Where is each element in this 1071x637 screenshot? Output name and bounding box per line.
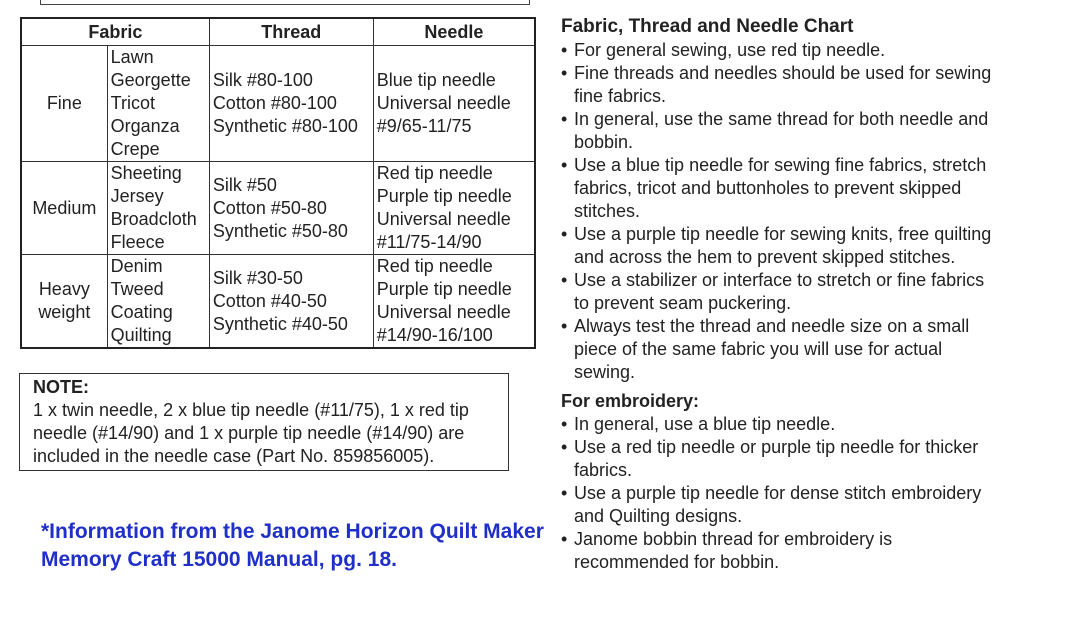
guide-line: fabrics. [574, 460, 633, 480]
cell-line: #11/75-14/90 [376, 232, 482, 252]
fabrics-cell [107, 255, 209, 349]
cell-line: #9/65-11/75 [376, 116, 472, 136]
guide-line: Janome bobbin thread for embroidery is [574, 529, 893, 549]
guide-item [561, 154, 1061, 223]
cell-line: #14/90-16/100 [376, 325, 493, 345]
guide-line: fabrics, tricot and buttonholes to prevent skipped [574, 178, 962, 198]
guide-line: Use a purple tip needle for sewing knits, free quilting [574, 224, 992, 244]
cell-line: Silk #80-100 [212, 70, 313, 90]
header-needle: Needle [373, 18, 535, 46]
table-row [21, 255, 535, 349]
guide-item [561, 108, 1061, 154]
guide-list [561, 39, 1061, 384]
cell-line: Universal needle [376, 302, 511, 322]
guide-item [561, 39, 1061, 62]
fabrics-cell [107, 46, 209, 162]
cell-line: Sheeting [110, 163, 182, 183]
threads-cell [209, 46, 373, 162]
cell-line: Crepe [110, 139, 160, 159]
cell-line: Organza [110, 116, 180, 136]
guide-line: Use a stabilizer or interface to stretch or fine fabrics [574, 270, 985, 290]
cell-line: Universal needle [376, 93, 511, 113]
guide-line: In general, use the same thread for both needle and [574, 109, 989, 129]
threads-cell [209, 255, 373, 349]
note-line: included in the needle case (Part No. 859856005). [33, 446, 435, 466]
cell-line: Tricot [110, 93, 155, 113]
cell-line: Coating [110, 302, 173, 322]
guide-line: piece of the same fabric you will use for actual [574, 339, 943, 359]
guide-line: In general, use a blue tip needle. [574, 414, 836, 434]
bullet: • [561, 155, 568, 175]
cell-line: Purple tip needle [376, 279, 512, 299]
cell-line: Red tip needle [376, 256, 493, 276]
guide-line: recommended for bobbin. [574, 552, 780, 572]
guide-line: Use a purple tip needle for dense stitch embroidery [574, 483, 982, 503]
guide-line: fine fabrics. [574, 86, 667, 106]
cell-line: Synthetic #50-80 [212, 220, 348, 241]
bullet: • [561, 40, 568, 60]
guide-line: Use a blue tip needle for sewing fine fabrics, stretch [574, 155, 987, 175]
needles-cell [373, 46, 535, 162]
header-thread: Thread [209, 18, 373, 46]
note-line: needle (#14/90) and 1 x purple tip needle (#14/90) are [33, 423, 465, 443]
guide-item [561, 413, 1061, 436]
source-line: Memory Craft 15000 Manual, pg. 18. [41, 548, 397, 571]
fabrics-cell [107, 162, 209, 255]
weight-cell [21, 255, 107, 349]
guide-item [561, 223, 1061, 269]
embroidery-title: For embroidery: [561, 391, 700, 411]
header-fabric: Fabric [21, 18, 209, 46]
weight-cell [21, 46, 107, 162]
cell-line: Lawn [110, 47, 154, 67]
threads-cell [209, 162, 373, 255]
bullet: • [561, 529, 568, 549]
table-row [21, 162, 535, 255]
bullet: • [561, 270, 568, 290]
cell-line: Georgette [110, 70, 191, 90]
bullet: • [561, 316, 568, 336]
cell-line: Silk #50 [212, 174, 277, 195]
weight-cell [21, 162, 107, 255]
embroidery-list [561, 413, 1061, 574]
cell-line: Heavy [38, 279, 90, 299]
source-citation [41, 518, 544, 574]
guide-item [561, 436, 1061, 482]
cell-line: Jersey [110, 186, 164, 206]
table-header-row [21, 18, 535, 46]
cell-line: Denim [110, 256, 163, 276]
previous-box-edge [40, 0, 530, 5]
cell-line: Tweed [110, 279, 164, 299]
cell-line: Fleece [110, 232, 165, 252]
bullet: • [561, 483, 568, 503]
guide-line: Fine threads and needles should be used for sewing [574, 63, 992, 83]
guide-line: and across the hem to prevent skipped stitches. [574, 247, 956, 267]
guide-item [561, 482, 1061, 528]
cell-line: Cotton #50-80 [212, 197, 327, 218]
needles-cell [373, 255, 535, 349]
cell-line: Medium [32, 197, 97, 218]
fabric-thread-needle-table [20, 17, 536, 349]
guide-line: Use a red tip needle or purple tip needle for thicker [574, 437, 979, 457]
guide-item [561, 62, 1061, 108]
note-box [19, 373, 509, 471]
guide-line: For general sewing, use red tip needle. [574, 40, 886, 60]
cell-line: Cotton #80-100 [212, 93, 337, 113]
source-line: *Information from the Janome Horizon Quilt Maker [41, 520, 544, 543]
cell-line: Purple tip needle [376, 186, 512, 206]
guide-line: sewing. [574, 362, 636, 382]
guide-panel [561, 15, 1061, 574]
cell-line: weight [38, 302, 91, 322]
cell-line: Blue tip needle [376, 70, 496, 90]
table-row [21, 46, 535, 162]
guide-line: and Quilting designs. [574, 506, 743, 526]
bullet: • [561, 63, 568, 83]
cell-line: Fine [46, 93, 82, 113]
guide-line: stitches. [574, 201, 641, 221]
bullet: • [561, 437, 568, 457]
bullet: • [561, 109, 568, 129]
note-title: NOTE: [33, 377, 89, 397]
cell-line: Synthetic #80-100 [212, 116, 358, 136]
cell-line: Synthetic #40-50 [212, 313, 348, 334]
cell-line: Cotton #40-50 [212, 290, 327, 311]
cell-line: Quilting [110, 325, 172, 345]
guide-item [561, 528, 1061, 574]
guide-line: to prevent seam puckering. [574, 293, 792, 313]
note-line: 1 x twin needle, 2 x blue tip needle (#11/75), 1 x red tip [33, 400, 469, 420]
bullet: • [561, 224, 568, 244]
guide-item [561, 315, 1061, 384]
cell-line: Universal needle [376, 209, 511, 229]
bullet: • [561, 414, 568, 434]
needles-cell [373, 162, 535, 255]
cell-line: Silk #30-50 [212, 267, 303, 288]
guide-line: bobbin. [574, 132, 634, 152]
cell-line: Broadcloth [110, 209, 197, 229]
cell-line: Red tip needle [376, 163, 493, 183]
guide-line: Always test the thread and needle size on a small [574, 316, 970, 336]
guide-item [561, 269, 1061, 315]
guide-title: Fabric, Thread and Needle Chart [561, 16, 854, 37]
